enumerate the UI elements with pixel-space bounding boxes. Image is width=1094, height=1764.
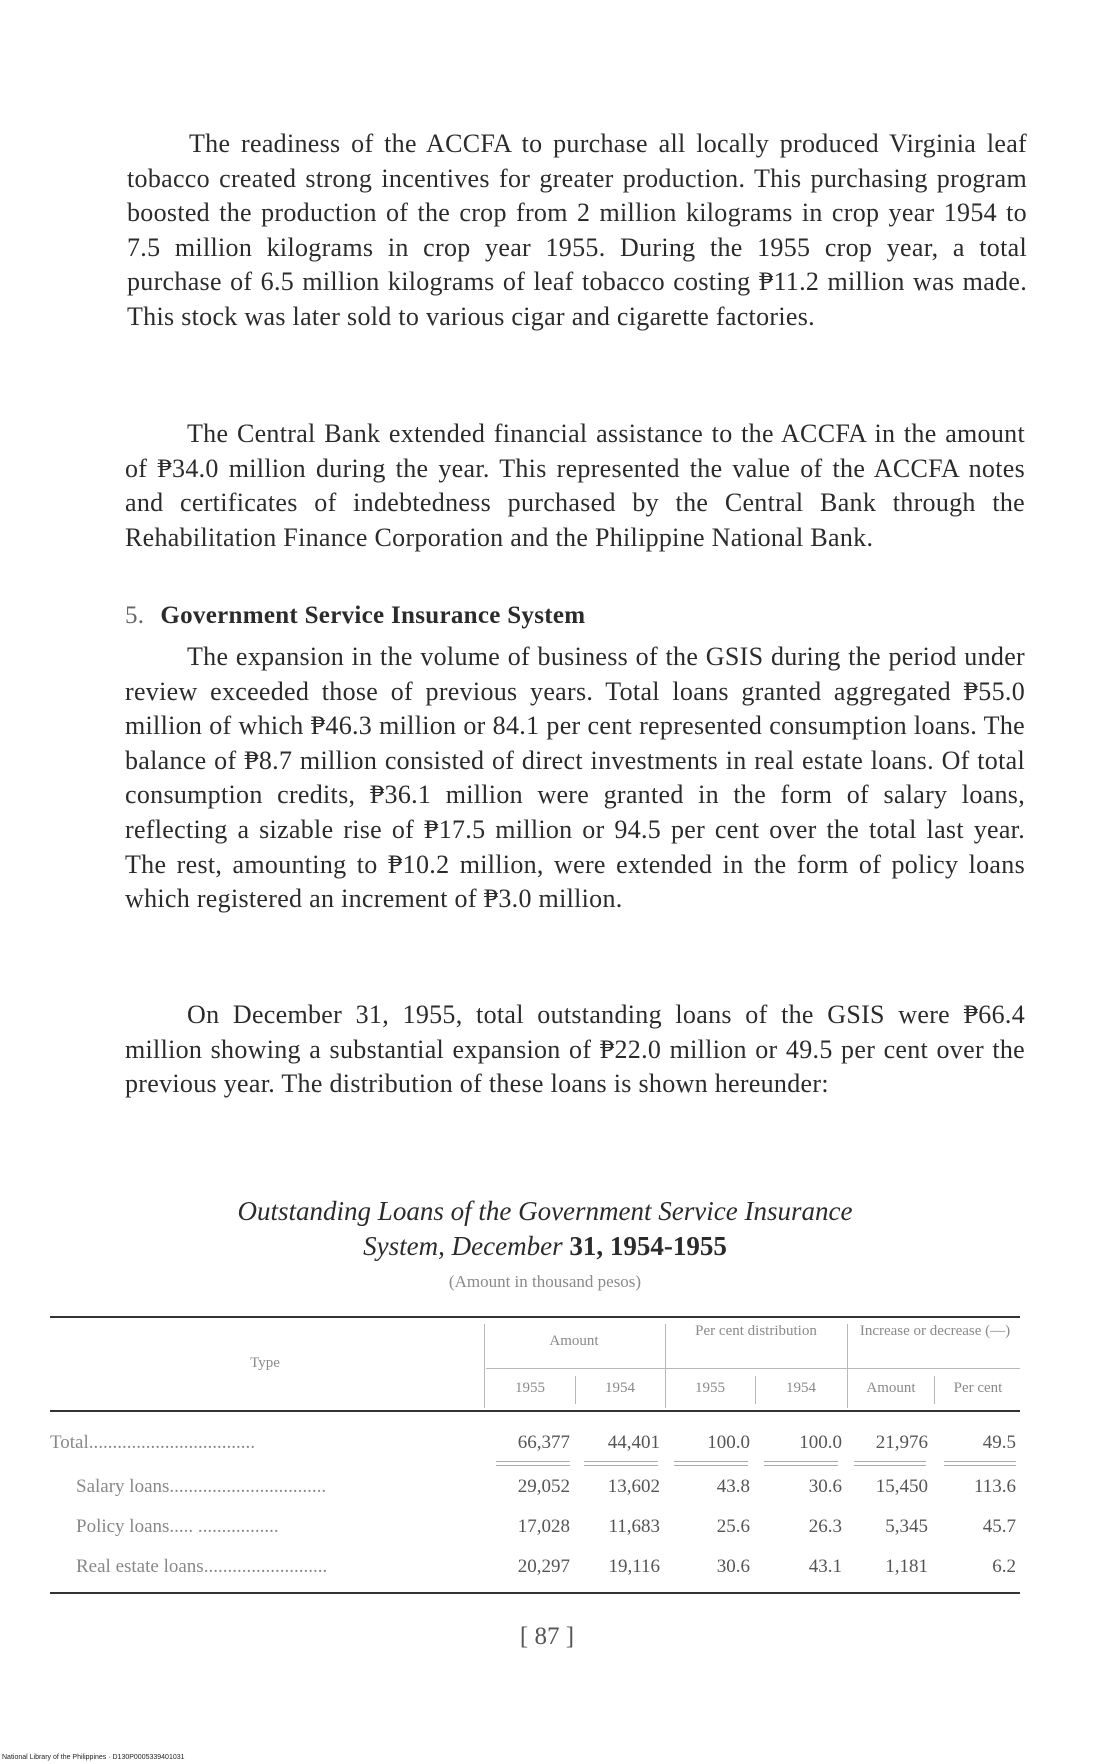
cell-increase-percent: 49.5 <box>982 1432 1016 1453</box>
section-title: Government Service Insurance System <box>160 602 586 629</box>
header-divider <box>486 1368 1020 1369</box>
group-header-percent: Per cent distribution <box>695 1323 817 1339</box>
subheader-percent-1954: 1954 <box>786 1380 816 1396</box>
subheader-percent-1955: 1955 <box>695 1380 725 1396</box>
cell-increase-percent: 113.6 <box>973 1476 1016 1497</box>
paragraph-gsis-outstanding: On December 31, 1955, total outstanding loans of the GSIS were ₱66.4 million showing a substantial expansion of ₱22.0 million or 49.5 per cent over the previous year. The distribution of these loans is shown hereunder: <box>125 1000 1025 1099</box>
total-underline <box>584 1461 658 1462</box>
table-title-line2 <box>100 1229 990 1264</box>
cell-amount-1955: 29,052 <box>517 1476 570 1497</box>
paragraph-accfa-tobacco: The readiness of the ACCFA to purchase all locally produced Virginia leaf tobacco created strong incentives for greater production. This purchasing program boosted the production of the crop from 2 million kilograms in crop year 1954 to 7.5 million kilograms in crop year 1955. During the 1955 crop year, a total purchase of 6.5 million kilograms of leaf tobacco costing ₱11.2 million was made. This stock was later sold to various cigar and cigarette factories. <box>127 129 1027 331</box>
table-title-line1: Outstanding Loans of the Government Service Insurance <box>237 1196 853 1226</box>
table-subtitle: (Amount in thousand pesos) <box>448 1272 642 1291</box>
table-row-label: Salary loans................................. <box>76 1476 327 1497</box>
total-underline <box>944 1461 1016 1462</box>
cell-increase-amount: 5,345 <box>885 1516 928 1537</box>
total-underline <box>674 1461 748 1462</box>
subheader-amount-1955: 1955 <box>515 1380 545 1396</box>
total-underline <box>854 1465 926 1466</box>
cell-percent-1954: 43.1 <box>808 1556 842 1577</box>
section-number: 5. <box>125 602 145 629</box>
cell-increase-percent: 6.2 <box>992 1556 1016 1577</box>
total-underline <box>764 1465 838 1466</box>
cell-percent-1954: 26.3 <box>808 1516 842 1537</box>
table-bottom-rule <box>50 1592 1020 1594</box>
table-row-label: Total................................... <box>50 1432 256 1453</box>
total-underline <box>764 1461 838 1462</box>
total-underline <box>674 1465 748 1466</box>
cell-percent-1955: 43.8 <box>716 1476 750 1497</box>
paragraph-gsis-loans: The expansion in the volume of business of the GSIS during the period under review exceeded those of previous years. Total loans granted aggregated ₱55.0 million of which ₱46.3 million or 84.1 per cent represented consumption loans. The balance of ₱8.7 million consisted of direct investments in real estate loans. Of total consumption credits, ₱36.1 million were granted in the form of salary loans, reflecting a sizable rise of ₱17.5 million or 94.5 per cent over the total last year. The rest, amounting to ₱10.2 million, were extended in the form of policy loans which registered an increment of ₱3.0 million. <box>125 642 1025 914</box>
total-underline <box>496 1461 570 1462</box>
cell-percent-1955: 100.0 <box>707 1432 750 1453</box>
cell-amount-1954: 11,683 <box>608 1516 660 1537</box>
cell-amount-1954: 13,602 <box>607 1476 660 1497</box>
cell-increase-amount: 21,976 <box>875 1432 928 1453</box>
scan-footer: National Library of the Philippines · D130P0005339401031 <box>2 1754 185 1761</box>
cell-increase-amount: 15,450 <box>875 1476 928 1497</box>
cell-amount-1954: 44,401 <box>607 1432 660 1453</box>
col-header-type: Type <box>250 1355 280 1371</box>
divider <box>484 1324 485 1408</box>
table-row-label: Policy loans..... ................. <box>76 1516 279 1537</box>
cell-amount-1955: 66,377 <box>517 1432 570 1453</box>
table-top-rule <box>50 1316 1020 1318</box>
cell-increase-percent: 45.7 <box>982 1516 1016 1537</box>
cell-amount-1954: 19,116 <box>608 1556 660 1577</box>
cell-percent-1955: 25.6 <box>716 1516 750 1537</box>
section-heading <box>125 602 585 630</box>
cell-percent-1954: 100.0 <box>799 1432 842 1453</box>
total-underline <box>496 1465 570 1466</box>
subheader-increase-amount: Amount <box>866 1380 916 1396</box>
cell-percent-1954: 30.6 <box>808 1476 842 1497</box>
group-header-amount: Amount <box>549 1333 599 1349</box>
paragraph-central-bank-assistance: The Central Bank extended financial assistance to the ACCFA in the amount of ₱34.0 million during the year. This represented the value of the ACCFA notes and certificates of indebtedness purchased by the Central Bank through the Rehabilitation Finance Corporation and the Philippine National Bank. <box>125 419 1025 552</box>
divider <box>934 1376 935 1404</box>
group-header-increase: Increase or decrease (—) <box>859 1323 1011 1339</box>
header-bottom-rule <box>50 1410 1020 1412</box>
total-underline <box>854 1461 926 1462</box>
subheader-increase-percent: Per cent <box>953 1380 1003 1396</box>
page-number: [ 87 ] <box>519 1623 575 1650</box>
cell-increase-amount: 1,181 <box>885 1556 928 1577</box>
total-underline <box>944 1465 1016 1466</box>
subheader-amount-1954: 1954 <box>605 1380 635 1396</box>
table-title-line2-italic: System, December <box>363 1231 563 1261</box>
total-underline <box>584 1465 658 1466</box>
table-title <box>100 1194 990 1264</box>
cell-amount-1955: 20,297 <box>517 1556 570 1577</box>
table-title-years: 31, 1954-1955 <box>569 1231 727 1261</box>
table-row-label: Real estate loans.......................... <box>76 1556 328 1577</box>
cell-percent-1955: 30.6 <box>716 1556 750 1577</box>
cell-amount-1955: 17,028 <box>517 1516 570 1537</box>
